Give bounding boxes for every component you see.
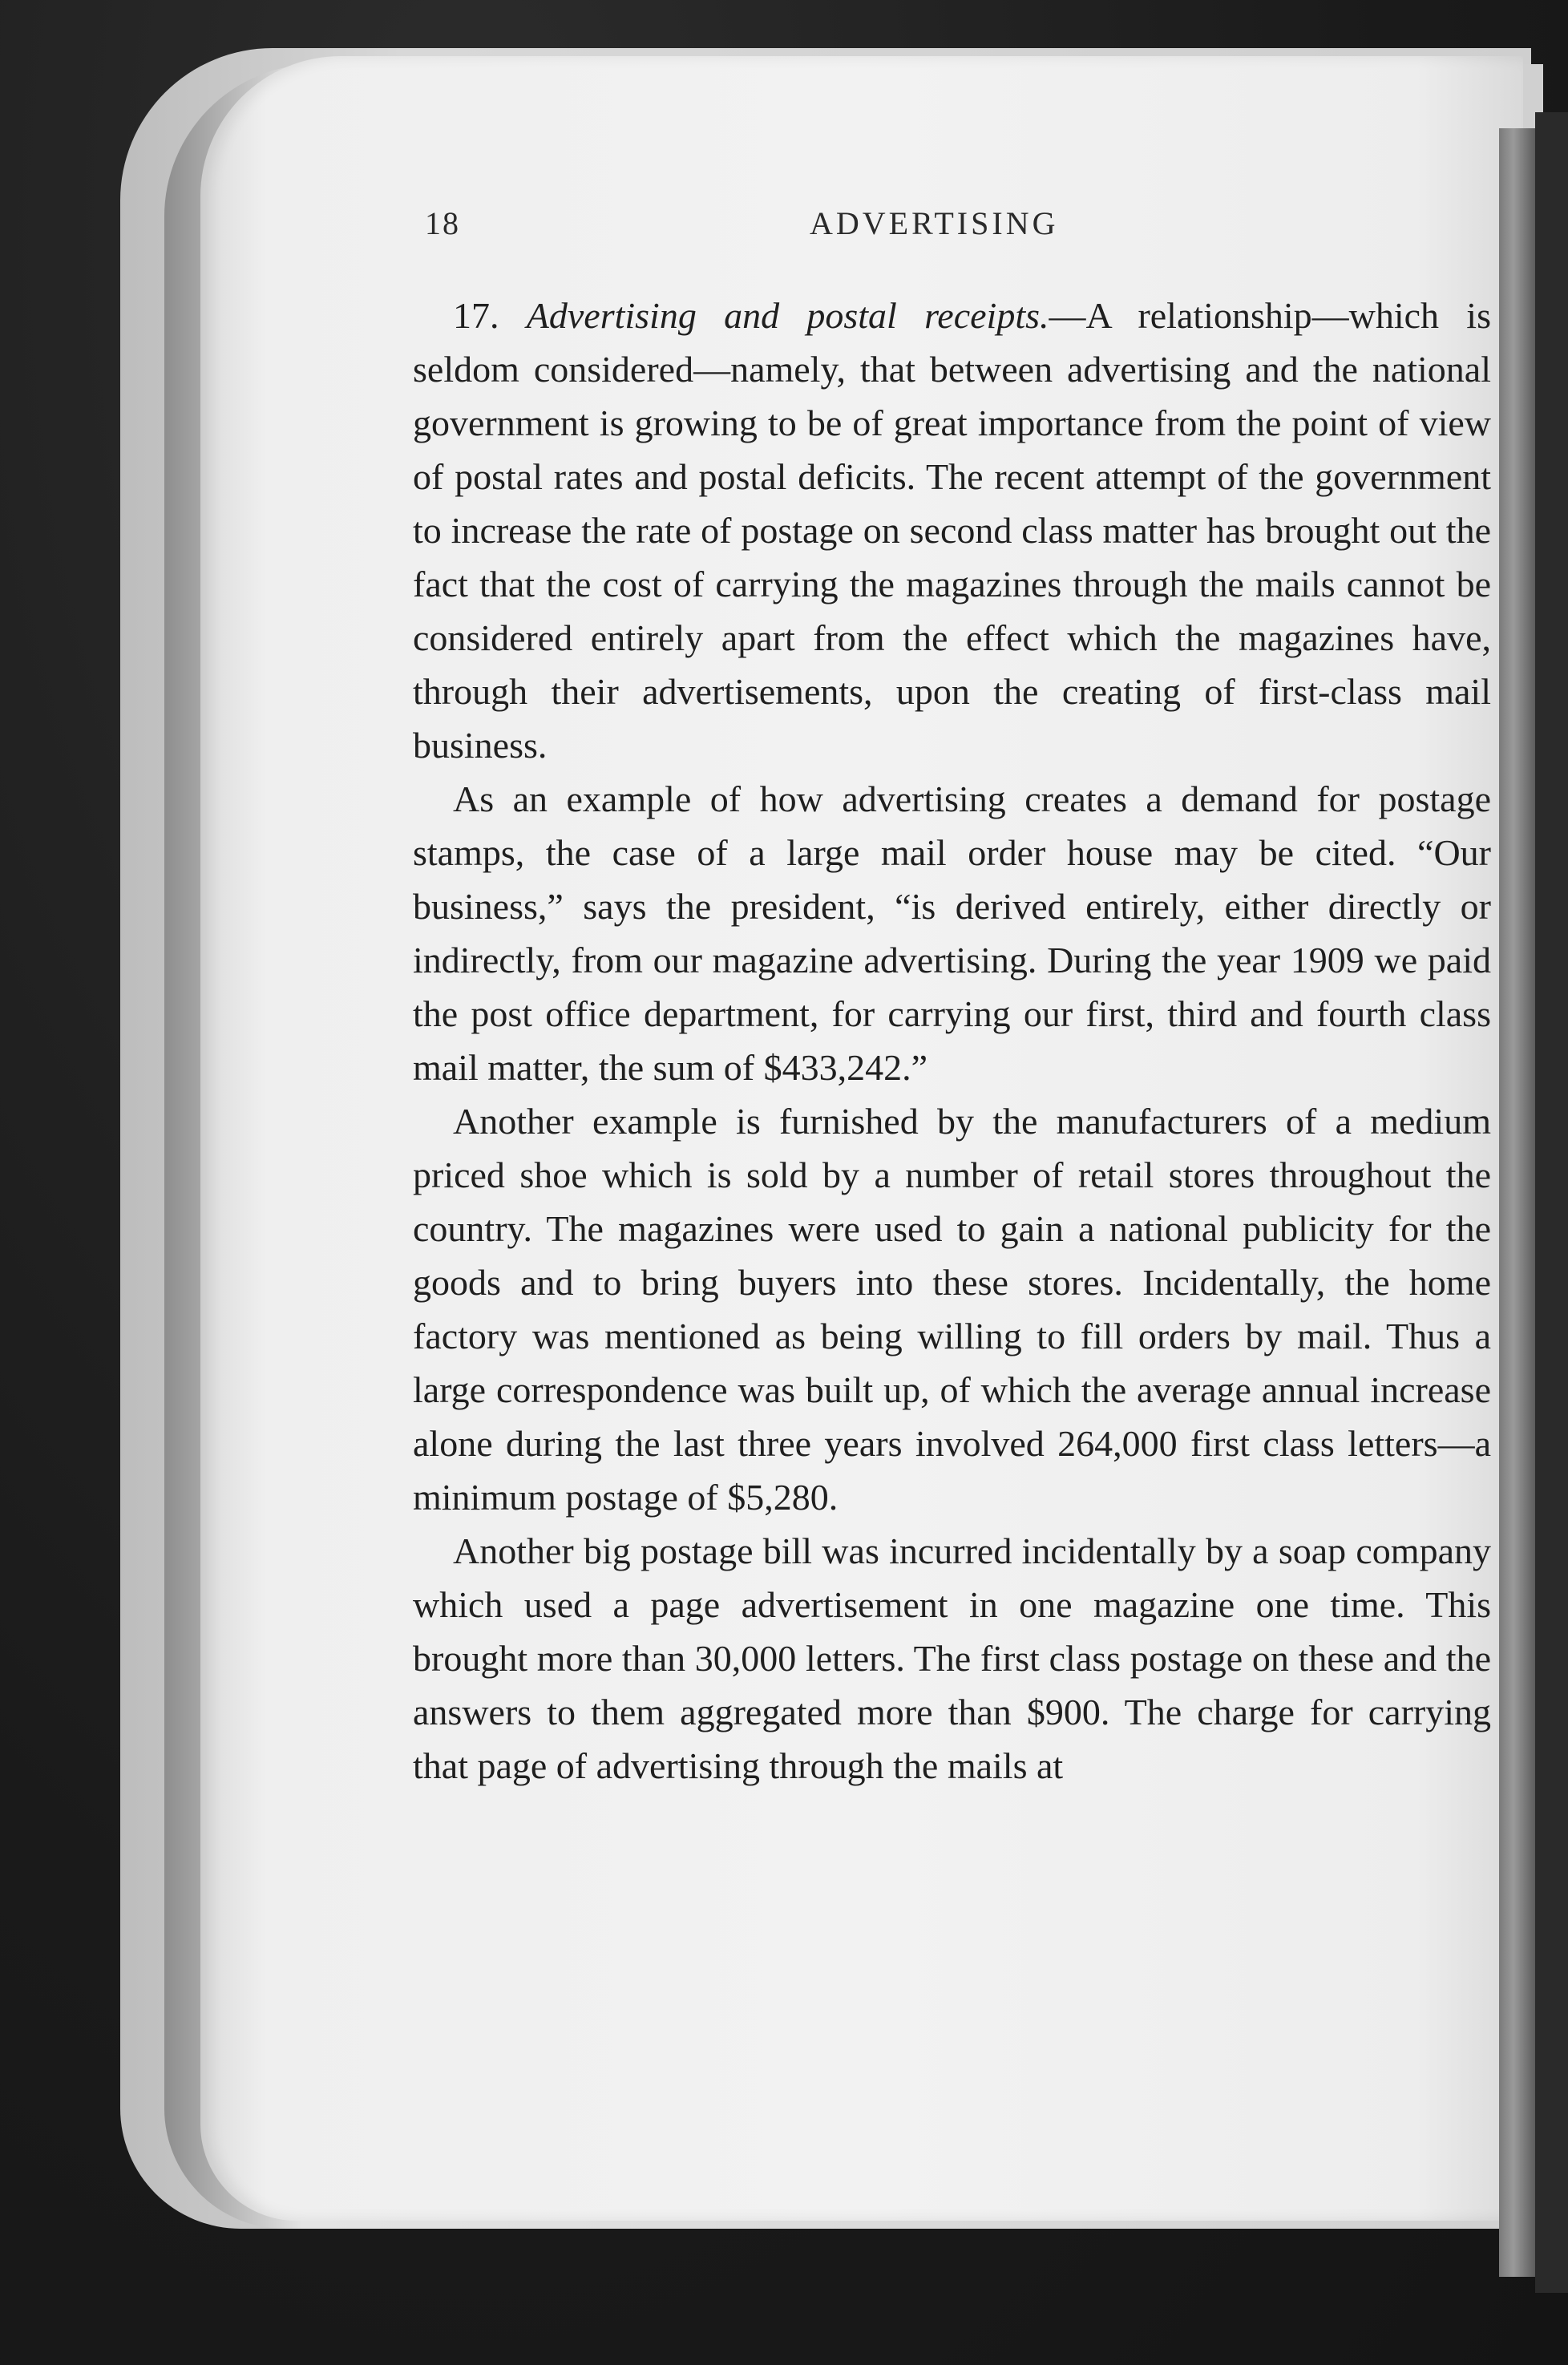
- page-number: 18: [425, 205, 460, 241]
- section-lead-text: —A relationship—which is seldom considered—namely, that between advertising and the national government is growing to be of great importance from the point of view of postal rates and postal deficits. The recent attempt of the government to increase the rate of postage on second class matter has brought out the fact that the cost of carrying the magazines through the mails cannot be considered entirely apart from the effect which the magazines have, through their advertisements, upon the creating of first-class mail business.: [413, 295, 1491, 766]
- section-paragraph: [413, 289, 1491, 772]
- paragraph-shoe-manufacturer: Another example is furnished by the manufacturers of a medium priced shoe which is sold by a number of retail stores throughout the country. The magazines were used to gain a national publicity for the goods and to bring buyers into these stores. Incidentally, the home factory was mentioned as being willing to fill orders by mail. Thus a large correspondence was built up, of which the average annual increase alone during the last three years involved 264,000 first class letters—a minimum postage of $5,280.: [413, 1101, 1491, 1518]
- page-header: [425, 204, 1114, 253]
- section-number: 17.: [453, 295, 499, 336]
- paragraph-soap-company: Another big postage bill was incurred incidentally by a soap company which used a page advertisement in one magazine one time. This brought more than 30,000 letters. The first class postage on these and the answers to them aggregated more than $900. The charge for carrying that page of advertising through the mails at: [413, 1530, 1491, 1786]
- body-text: [413, 289, 1491, 1793]
- running-head: ADVERTISING: [810, 205, 1059, 241]
- facing-page-edge: [1535, 112, 1568, 2293]
- section-title: Advertising and postal receipts.: [526, 295, 1049, 336]
- book-gutter: [1499, 128, 1535, 2277]
- paragraph-mail-order: As an example of how advertising creates a demand for postage stamps, the case of a large mail order house may be cited. “Our business,” says the president, “is derived entirely, either directly or indirectly, from our magazine advertising. During the year 1909 we paid the post office department, for carrying our first, third and fourth class mail matter, the sum of $433,242.”: [413, 778, 1491, 1088]
